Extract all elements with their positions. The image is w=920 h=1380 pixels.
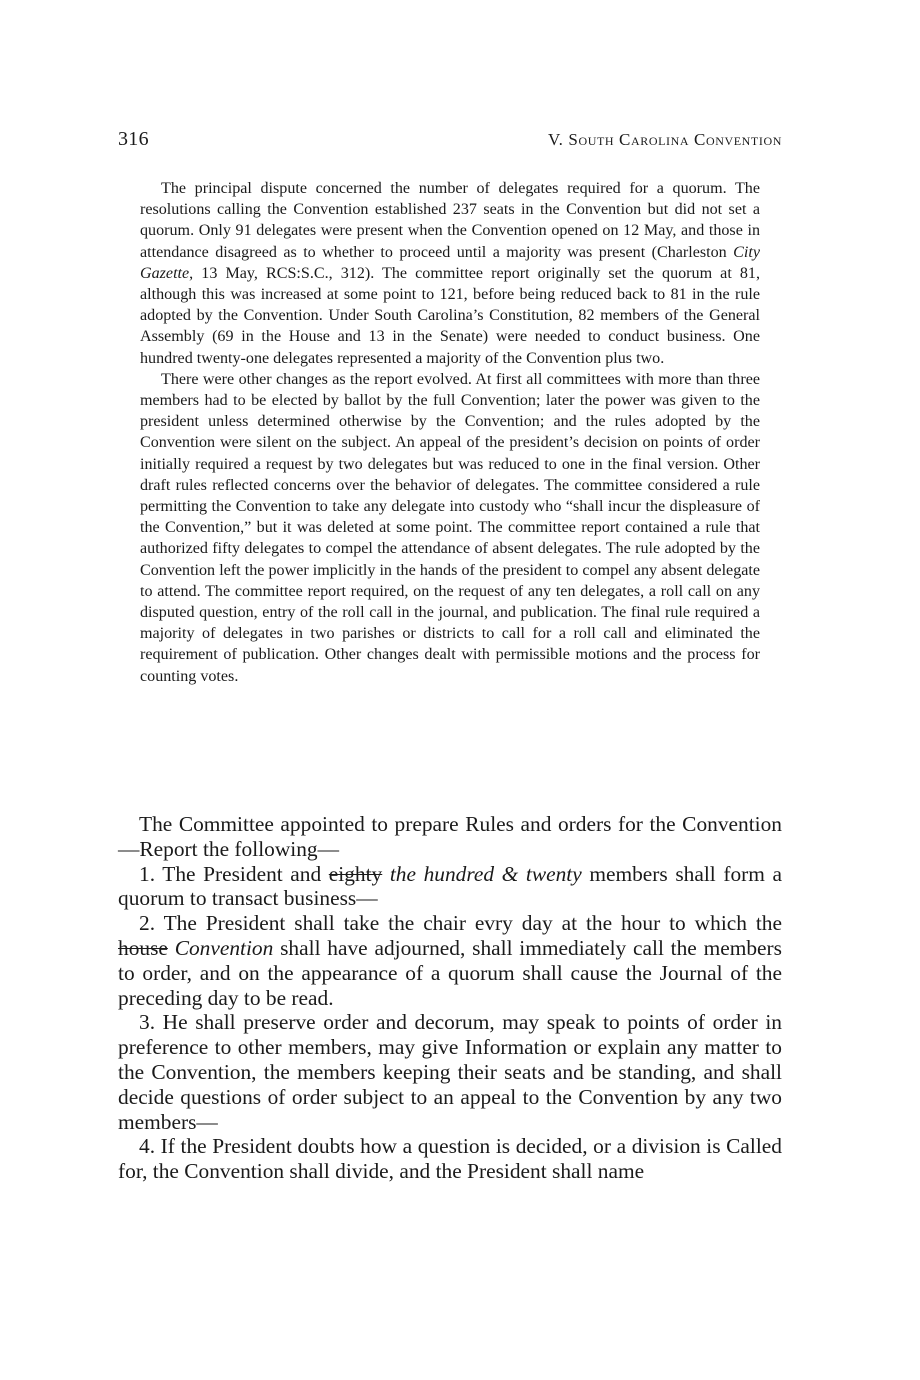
rule-1-text-a: 1. The President and (139, 861, 329, 886)
rule-1-inserted-text: the hundred & twenty (389, 861, 582, 886)
headnote-paragraph-1 (140, 178, 760, 369)
rule-3: 3. He shall preserve order and decorum, may speak to points of order in preference to other members, may give Information or explain any matter to the Convention, the members keeping their seats and be standing, and shall decide questions of order subject to an appeal to the Convention by any two members— (118, 1010, 782, 1134)
committee-report (118, 812, 782, 1184)
newspaper-title: City Gazette (140, 243, 760, 282)
report-intro: The Committee appointed to prepare Rules and orders for the Convention—Report the following— (118, 812, 782, 861)
rule-1-struck-text: eighty (328, 861, 383, 886)
rule-2-inserted-text: Convention (174, 935, 274, 960)
headnote-p1-text-a: The principal dispute concerned the number of delegates required for a quorum. The resolutions calling the Convention established 237 seats in the Convention but did not set a quorum. Only 91 delegates were present when the Convention opened on 12 May, and those in attendance disagreed as to whether to proceed until a majority was present (Charleston (140, 180, 760, 261)
running-head: V. South Carolina Convention (548, 130, 782, 149)
editorial-headnote (140, 178, 760, 687)
headnote-p1-text-b: , 13 May, RCS:S.C., 312). The committee report originally set the quorum at 81, although this was increased at some point to 121, before being reduced back to 81 in the rule adopted by the Convention. Under South Carolina’s Constitution, 82 members of the General Assembly (69 in the House and 13 in the Senate) were needed to conduct business. One hundred twenty-one delegates represented a majority of the Convention plus two. (140, 264, 760, 367)
rule-1 (118, 862, 782, 912)
rule-2 (118, 911, 782, 1010)
page-number: 316 (118, 128, 149, 150)
rule-2-text-a: 2. The President shall take the chair evry day at the hour to which the (139, 911, 782, 936)
page-header (118, 128, 782, 156)
rule-2-struck-text: house (118, 935, 168, 960)
headnote-paragraph-2: There were other changes as the report evolved. At first all committees with more than three members had to be elected by ballot by the full Convention; later the power was given to the president unless determined otherwise by the Convention; and the rules adopted by the Convention were silent on the subject. An appeal of the president’s decision on points of order initially required a request by two delegates but was reduced to one in the final version. Other draft rules reflected concerns over the behavior of delegates. The committee considered a rule permitting the Convention to take any delegate into custody who “shall incur the displeasure of the Convention,” but it was deleted at some point. The committee report contained a rule that authorized fifty delegates to compel the attendance of absent delegates. The rule adopted by the Convention left the power implicitly in the hands of the president to compel any absent delegate to attend. The committee report required, on the request of any ten delegates, a roll call on any disputed question, entry of the roll call in the journal, and publication. The final rule required a majority of delegates in two parishes or districts to call for a roll call and eliminated the requirement of publication. Other changes dealt with permissible motions and the process for counting votes. (140, 370, 760, 685)
rule-4: 4. If the President doubts how a question is decided, or a division is Called for, the Convention shall divide, and the President shall name (118, 1134, 782, 1184)
rule-2-text-b: shall have adjourned, shall immediately call the members to order, and on the appearance of a quorum shall cause the Journal of the preceding day to be read. (118, 935, 782, 1010)
rule-1-text-b: members shall form a quorum to transact business— (118, 861, 782, 911)
